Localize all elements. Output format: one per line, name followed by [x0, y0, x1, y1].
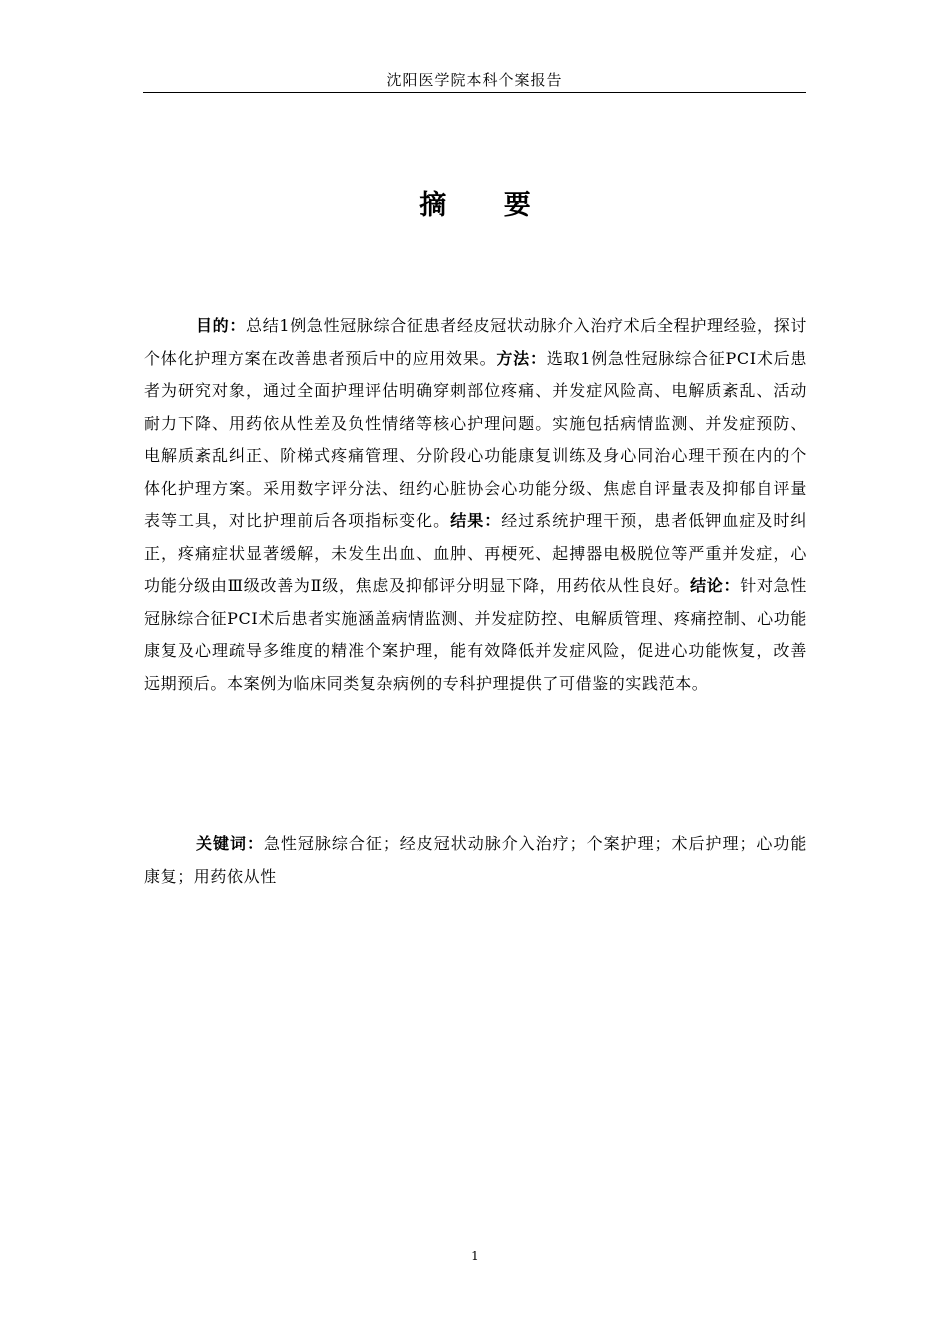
abstract-paragraph — [144, 310, 807, 700]
keywords-paragraph — [144, 828, 807, 893]
result-text: 经过系统护理干预，患者低钾血症及时纠正，疼痛症状显著缓解，未发生出血、血肿、再梗死、起搏器电极脱位等严重并发症，心功能分级由Ⅲ级改善为Ⅱ级，焦虑及抑郁评分明显下降，用药依从性良好。 — [144, 511, 807, 595]
running-header-title: 沈阳医学院本科个案报告 — [386, 71, 563, 89]
method-text: 选取1例急性冠脉综合征PCI术后患者为研究对象，通过全面护理评估明确穿刺部位疼痛、并发症风险高、电解质紊乱、活动耐力下降、用药依从性差及负性情绪等核心护理问题。实施包括病情监测、并发症预防、电解质紊乱纠正、阶梯式疼痛管理、分阶段心功能康复训练及身心同治心理干预在内的个体化护理方案。采用数字评分法、纽约心脏协会心功能分级、焦虑自评量表及抑郁自评量表等工具，对比护理前后各项指标变化。 — [144, 348, 807, 530]
page-title: 摘 要 — [419, 190, 555, 221]
conclusion-label: 结论： — [690, 576, 741, 595]
purpose-label: 目的： — [196, 316, 247, 335]
purpose-text: 总结1例急性冠脉综合征患者经皮冠状动脉介入治疗术后全程护理经验，探讨个体化护理方案在改善患者预后中的应用效果。 — [144, 316, 807, 368]
result-label: 结果： — [450, 511, 502, 530]
keywords-label: 关键词： — [196, 834, 264, 853]
keywords-text: 急性冠脉综合征；经皮冠状动脉介入治疗；个案护理；术后护理；心功能康复；用药依从性 — [144, 834, 807, 886]
header-divider — [143, 92, 806, 93]
conclusion-text: 针对急性冠脉综合征PCI术后患者实施涵盖病情监测、并发症防控、电解质管理、疼痛控制、心功能康复及心理疏导多维度的精准个案护理，能有效降低并发症风险，促进心功能恢复，改善远期预后。本案例为临床同类复杂病例的专科护理提供了可借鉴的实践范本。 — [144, 576, 807, 693]
method-label: 方法： — [496, 348, 547, 368]
page-number: 1 — [471, 1249, 479, 1263]
